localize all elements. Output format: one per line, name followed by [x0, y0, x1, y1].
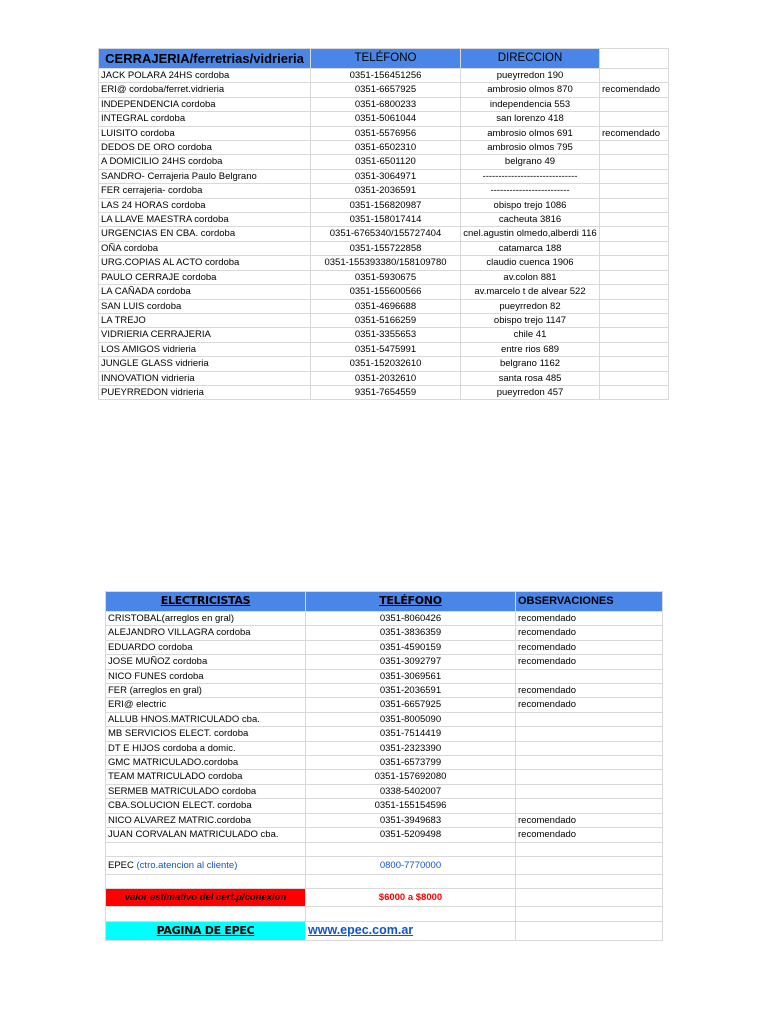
row-note: [600, 313, 669, 327]
row-address: ambrosio olmos 691: [461, 126, 600, 140]
table-row: [106, 741, 663, 755]
row-note: [600, 97, 669, 111]
row-note: [600, 141, 669, 155]
row-phone: 0351-155154596: [306, 799, 516, 813]
locksmiths-header-row: [99, 49, 669, 69]
table-row: [106, 784, 663, 798]
row-phone: 0351-7514419: [306, 727, 516, 741]
row-name: JACK POLARA 24HS cordoba: [99, 69, 311, 83]
row-name: LUISITO cordoba: [99, 126, 311, 140]
row-name: ALLUB HNOS.MATRICULADO cba.: [106, 712, 306, 726]
row-address: pueyrredon 82: [461, 299, 600, 313]
row-note: [516, 799, 663, 813]
table-row: [106, 669, 663, 683]
row-address: ------------------------------: [461, 169, 600, 183]
row-name: NICO FUNES cordoba: [106, 669, 306, 683]
row-note: recomendado: [516, 655, 663, 669]
row-note: recomendado: [516, 684, 663, 698]
row-note: recomendado: [516, 612, 663, 626]
header-address: DIRECCION: [461, 49, 600, 69]
row-phone: 0351-3092797: [306, 655, 516, 669]
table-row: [99, 241, 669, 255]
table-row: [99, 299, 669, 313]
row-address: av.colon 881: [461, 270, 600, 284]
row-note: [516, 770, 663, 784]
row-name: INDEPENDENCIA cordoba: [99, 97, 311, 111]
row-note: [600, 213, 669, 227]
row-phone: 0351-152032610: [311, 357, 461, 371]
row-name: LA TREJO: [99, 313, 311, 327]
row-phone: 0351-2036591: [311, 184, 461, 198]
row-phone: 0351-6573799: [306, 756, 516, 770]
row-name: DEDOS DE ORO cordoba: [99, 141, 311, 155]
row-address: claudio cuenca 1906: [461, 256, 600, 270]
row-name: OÑA cordoba: [99, 241, 311, 255]
spacer-row: [106, 874, 663, 888]
row-name: PUEYRREDON vidrieria: [99, 385, 311, 399]
electricians-table: [105, 591, 663, 941]
row-name: LOS AMIGOS vidrieria: [99, 342, 311, 356]
table-row: [99, 313, 669, 327]
row-address: obispo trejo 1147: [461, 313, 600, 327]
header-blank: [600, 49, 669, 69]
row-name: JOSE MUÑOZ cordoba: [106, 655, 306, 669]
spacer-row: [106, 907, 663, 921]
row-phone: 0351-2036591: [306, 684, 516, 698]
row-address: -------------------------: [461, 184, 600, 198]
row-address: belgrano 49: [461, 155, 600, 169]
row-name: FER (arreglos en gral): [106, 684, 306, 698]
row-address: santa rosa 485: [461, 371, 600, 385]
row-address: belgrano 1162: [461, 357, 600, 371]
table-row: [99, 198, 669, 212]
row-note: recomendado: [516, 813, 663, 827]
row-name: TEAM MATRICULADO cordoba: [106, 770, 306, 784]
epec-phone[interactable]: 0800-7770000: [306, 856, 516, 874]
row-phone: 0351-6501120: [311, 155, 461, 169]
website-link[interactable]: www.epec.com.ar: [306, 921, 516, 940]
table-row: [106, 756, 663, 770]
row-address: ambrosio olmos 870: [461, 83, 600, 97]
table-row: [106, 727, 663, 741]
table-row: [106, 684, 663, 698]
row-name: LAS 24 HORAS cordoba: [99, 198, 311, 212]
row-address: ambrosio olmos 795: [461, 141, 600, 155]
row-address: independencia 553: [461, 97, 600, 111]
row-name: ERI@ electric: [106, 698, 306, 712]
row-phone: 0351-2032610: [311, 371, 461, 385]
table-row: [99, 328, 669, 342]
table-row: [99, 126, 669, 140]
row-name: MB SERVICIOS ELECT. cordoba: [106, 727, 306, 741]
row-address: entre rios 689: [461, 342, 600, 356]
table-row: [99, 285, 669, 299]
row-address: obispo trejo 1086: [461, 198, 600, 212]
table-row: [99, 155, 669, 169]
row-name: SAN LUIS cordoba: [99, 299, 311, 313]
row-phone: 0351-3949683: [306, 813, 516, 827]
row-name: NICO ALVAREZ MATRIC.cordoba: [106, 813, 306, 827]
table-row: [99, 227, 669, 241]
row-name: CRISTOBAL(arreglos en gral): [106, 612, 306, 626]
row-address: pueyrredon 457: [461, 385, 600, 399]
row-phone: 0351-155600566: [311, 285, 461, 299]
row-name: LA LLAVE MAESTRA cordoba: [99, 213, 311, 227]
row-phone: 0351-155393380/158109780: [311, 256, 461, 270]
row-name: SERMEB MATRICULADO cordoba: [106, 784, 306, 798]
row-note: recomendado: [516, 828, 663, 842]
row-phone: 0351-5061044: [311, 112, 461, 126]
row-name: LA CAÑADA cordoba: [99, 285, 311, 299]
table-row: [106, 813, 663, 827]
row-note: [600, 385, 669, 399]
row-note: [600, 227, 669, 241]
row-name: CBA.SOLUCION ELECT. cordoba: [106, 799, 306, 813]
table-row: [106, 626, 663, 640]
row-name: VIDRIERIA CERRAJERIA: [99, 328, 311, 342]
row-address: av.marcelo t de alvear 522: [461, 285, 600, 299]
row-note: [516, 756, 663, 770]
spacer-row: [106, 842, 663, 856]
row-note: [600, 256, 669, 270]
row-note: [600, 241, 669, 255]
row-note: [516, 784, 663, 798]
row-phone: 0351-158017414: [311, 213, 461, 227]
row-address: pueyrredon 190: [461, 69, 600, 83]
table-row: [99, 357, 669, 371]
row-phone: 0351-8060426: [306, 612, 516, 626]
row-note: [600, 198, 669, 212]
header-name: CERRAJERIA/ferretrias/vidrieria: [99, 49, 311, 69]
row-note: [516, 712, 663, 726]
row-address: cnel.agustin olmedo,alberdi 116: [461, 227, 600, 241]
row-name: GMC MATRICULADO.cordoba: [106, 756, 306, 770]
row-phone: 0351-8005090: [306, 712, 516, 726]
row-note: recomendado: [516, 626, 663, 640]
row-phone: 0351-157692080: [306, 770, 516, 784]
row-note: recomendado: [600, 126, 669, 140]
estimate-value: $6000 a $8000: [306, 889, 516, 907]
row-phone: 0351-6657925: [306, 698, 516, 712]
row-note: [600, 69, 669, 83]
table-row: [106, 770, 663, 784]
header-electricians: ELECTRICISTAS: [106, 592, 306, 612]
header-phone: TELÉFONO: [306, 592, 516, 612]
row-note: [600, 328, 669, 342]
table-row: [99, 169, 669, 183]
row-phone: 0338-5402007: [306, 784, 516, 798]
table-row: [106, 828, 663, 842]
row-phone: 0351-3064971: [311, 169, 461, 183]
table-row: [99, 83, 669, 97]
table-row: [99, 385, 669, 399]
table-row: [106, 655, 663, 669]
epec-row: [106, 856, 663, 874]
table-row: [106, 640, 663, 654]
row-name: ERI@ cordoba/ferret.vidrieria: [99, 83, 311, 97]
header-observations: OBSERVACIONES: [516, 592, 663, 612]
row-note: [516, 741, 663, 755]
row-name: URG.COPIAS AL ACTO cordoba: [99, 256, 311, 270]
table-row: [99, 112, 669, 126]
row-note: [600, 357, 669, 371]
row-phone: 0351-6765340/155727404: [311, 227, 461, 241]
row-phone: 0351-3355653: [311, 328, 461, 342]
row-phone: 0351-5475991: [311, 342, 461, 356]
row-name: PAULO CERRAJE cordoba: [99, 270, 311, 284]
row-name: A DOMICILIO 24HS cordoba: [99, 155, 311, 169]
row-phone: 0351-6502310: [311, 141, 461, 155]
row-name: EDUARDO cordoba: [106, 640, 306, 654]
row-address: cacheuta 3816: [461, 213, 600, 227]
row-note: [600, 342, 669, 356]
table-row: [106, 712, 663, 726]
table-row: [99, 213, 669, 227]
header-phone: TELÉFONO: [311, 49, 461, 69]
row-address: catamarca 188: [461, 241, 600, 255]
row-name: JUNGLE GLASS vidrieria: [99, 357, 311, 371]
row-note: [600, 285, 669, 299]
table-row: [99, 97, 669, 111]
row-name: INNOVATION vidrieria: [99, 371, 311, 385]
row-phone: 0351-5930675: [311, 270, 461, 284]
row-name: FER cerrajeria- cordoba: [99, 184, 311, 198]
table-row: [106, 698, 663, 712]
row-address: san lorenzo 418: [461, 112, 600, 126]
row-name: ALEJANDRO VILLAGRA cordoba: [106, 626, 306, 640]
row-name: JUAN CORVALAN MATRICULADO cba.: [106, 828, 306, 842]
row-phone: 0351-2323390: [306, 741, 516, 755]
table-row: [99, 256, 669, 270]
row-address: chile 41: [461, 328, 600, 342]
locksmiths-table: [98, 48, 669, 400]
row-note: [600, 299, 669, 313]
row-note: recomendado: [516, 640, 663, 654]
row-note: [600, 112, 669, 126]
table-row: [99, 342, 669, 356]
table-row: [99, 371, 669, 385]
website-label: PAGINA DE EPEC: [106, 921, 306, 940]
table-row: [99, 141, 669, 155]
row-phone: 0351-3836359: [306, 626, 516, 640]
row-note: [600, 169, 669, 183]
row-note: [600, 270, 669, 284]
website-row: [106, 921, 663, 940]
electricians-header-row: [106, 592, 663, 612]
epec-label: EPEC (ctro.atencion al cliente): [106, 856, 306, 874]
row-name: URGENCIAS EN CBA. cordoba: [99, 227, 311, 241]
row-phone: 0351-5576956: [311, 126, 461, 140]
row-phone: 0351-5209498: [306, 828, 516, 842]
row-phone: 0351-156820987: [311, 198, 461, 212]
table-row: [106, 799, 663, 813]
table-row: [106, 612, 663, 626]
row-name: SANDRO- Cerrajeria Paulo Belgrano: [99, 169, 311, 183]
row-note: [516, 669, 663, 683]
estimate-label: valor estimativo del cert.p/conexion: [106, 889, 306, 907]
row-note: [600, 155, 669, 169]
row-name: INTEGRAL cordoba: [99, 112, 311, 126]
row-note: [600, 371, 669, 385]
row-note: [516, 727, 663, 741]
estimate-row: [106, 889, 663, 907]
row-phone: 0351-4590159: [306, 640, 516, 654]
row-note: [600, 184, 669, 198]
row-phone: 0351-5166259: [311, 313, 461, 327]
row-phone: 0351-6657925: [311, 83, 461, 97]
row-phone: 9351-7654559: [311, 385, 461, 399]
row-phone: 0351-155722858: [311, 241, 461, 255]
row-name: DT E HIJOS cordoba a domic.: [106, 741, 306, 755]
table-row: [99, 69, 669, 83]
row-phone: 0351-6800233: [311, 97, 461, 111]
table-row: [99, 184, 669, 198]
row-phone: 0351-3069561: [306, 669, 516, 683]
row-note: recomendado: [516, 698, 663, 712]
table-row: [99, 270, 669, 284]
row-phone: 0351-4696688: [311, 299, 461, 313]
row-phone: 0351-156451256: [311, 69, 461, 83]
row-note: recomendado: [600, 83, 669, 97]
